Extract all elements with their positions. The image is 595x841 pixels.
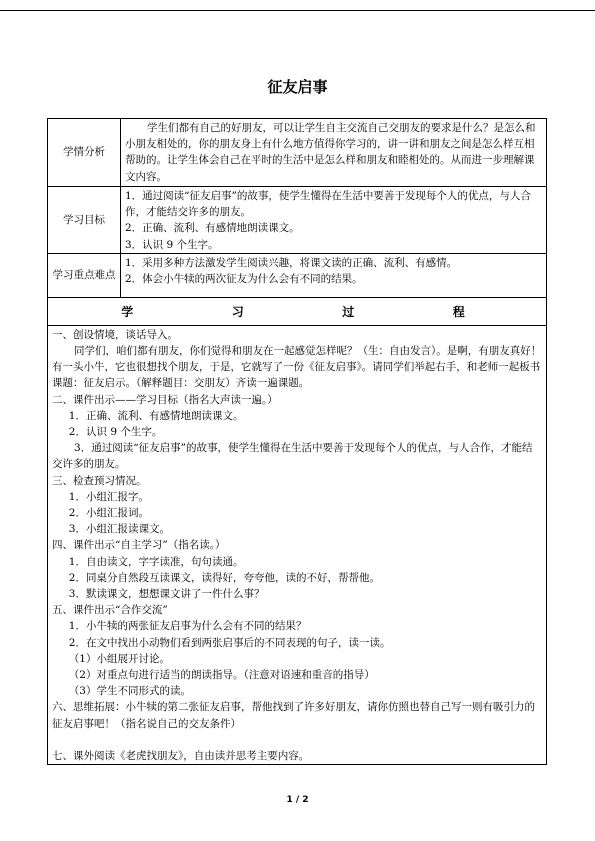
process-line: 三、检查预习情况。 [52, 474, 147, 487]
process-line: 1．自由读文，字字读准，句句读通。 [68, 555, 244, 568]
analysis-label: 学情分析 [48, 119, 121, 187]
process-row [48, 325, 547, 764]
process-line: 2．认识 9 个生字。 [68, 426, 163, 439]
process-line: 二、课件出示——学习目标（指名大声读一遍。） [52, 393, 278, 406]
goals-row [48, 187, 547, 254]
process-content [48, 325, 547, 764]
goals-content [121, 187, 547, 254]
process-line: 1．正确、流利、有感情地朗读课文。 [68, 409, 244, 422]
process-line: 一、创设情境，谈话导入。 [52, 328, 178, 341]
process-line: 1．小牛犊的两张征友启事为什么会有不同的结果？ [68, 620, 307, 633]
key-points-content [121, 253, 547, 297]
process-line: 1．小组汇报字。 [68, 490, 149, 503]
process-line: （2）对重点句进行适当的朗读指导。（注意对语速和重音的指导） [68, 669, 375, 682]
header-rule [0, 10, 595, 11]
key-point-item: 1．采用多种方法激发学生阅读兴趣，将课文读的正确、流利、有感情。 [125, 256, 458, 269]
analysis-text: 学生们都有自己的好朋友，可以让学生自主交流自己交朋友的要求是什么？是怎么和小朋友相处的，你的朋友身上有什么地方值得你学习的，讲一讲和朋友之间是怎么样互相帮助的。让学生体会自己在平时的生活中是怎么样和朋友和睦相处的。从而进一步理解课文内容。 [125, 122, 536, 183]
process-line: 六、思维拓展：小牛犊的第二张征友启事，帮他找到了许多好朋友，请你仿照也替自己写一则有吸引力的征友启事吧！（指名说自己的交友条件） [52, 701, 535, 730]
page-number: 1 / 2 [286, 795, 309, 805]
analysis-content [121, 119, 547, 187]
lesson-plan-table [47, 118, 547, 765]
goals-label: 学习目标 [48, 187, 121, 254]
goal-item: 3．认识 9 个生字。 [125, 238, 219, 251]
goal-item: 2．正确、流利、有感情地朗读课文。 [125, 222, 300, 235]
process-line: 五、课件出示“合作交流” [52, 604, 168, 617]
process-heading [48, 297, 547, 325]
key-point-item: 2．体会小牛犊的两次征友为什么会有不同的结果。 [125, 273, 363, 286]
process-line: 3．默读课文，想想课文讲了一件什么事？ [68, 588, 265, 601]
analysis-row [48, 119, 547, 187]
process-line: 3．小组汇报读课文。 [68, 523, 170, 536]
process-line: 四、课件出示“自主学习”（指名读。） [52, 539, 226, 552]
process-line: （3）学生不同形式的读。 [68, 685, 191, 698]
process-line: 2．同桌分自然段互读课文，读得好，夸夸他，读的不好，帮帮他。 [68, 571, 380, 584]
key-points-row [48, 253, 547, 297]
key-points-label: 学习重点难点 [48, 253, 121, 297]
process-heading-row [48, 297, 547, 325]
goal-item: 1．通过阅读“征友启事”的故事，使学生懂得在生活中要善于发现每个人的优点，与人合作，才能结交许多的朋友。 [125, 190, 531, 219]
blank-spacer [52, 732, 542, 748]
process-line: 同学们，咱们都有朋友，你们觉得和朋友在一起感觉怎样呢？（生：自由发言）。是啊，有朋友真好！有一头小牛，它也很想找个朋友，于是，它就写了一份《征友启事》。请同学们举起右手，和老师一起板书课题：征友启示。（解释题目：交朋友）齐读一遍课题。 [52, 345, 542, 390]
page-title: 征友启事 [267, 78, 328, 96]
process-heading-text: 学 习 过 程 [121, 304, 473, 319]
process-line: 2．在文中找出小动物们看到两张启事后的不同表现的句子，读一读。 [68, 636, 391, 649]
process-line: 2．小组汇报词。 [68, 507, 149, 520]
process-line: 3．通过阅读“征友启事”的故事，使学生懂得在生活中要善于发现每个人的优点，与人合作，才能结交许多的朋友。 [52, 442, 533, 471]
process-line: 七、课外阅读《老虎找朋友》，自由读并思考主要内容。 [52, 749, 310, 762]
process-line: （1）小组展开讨论。 [68, 652, 170, 665]
